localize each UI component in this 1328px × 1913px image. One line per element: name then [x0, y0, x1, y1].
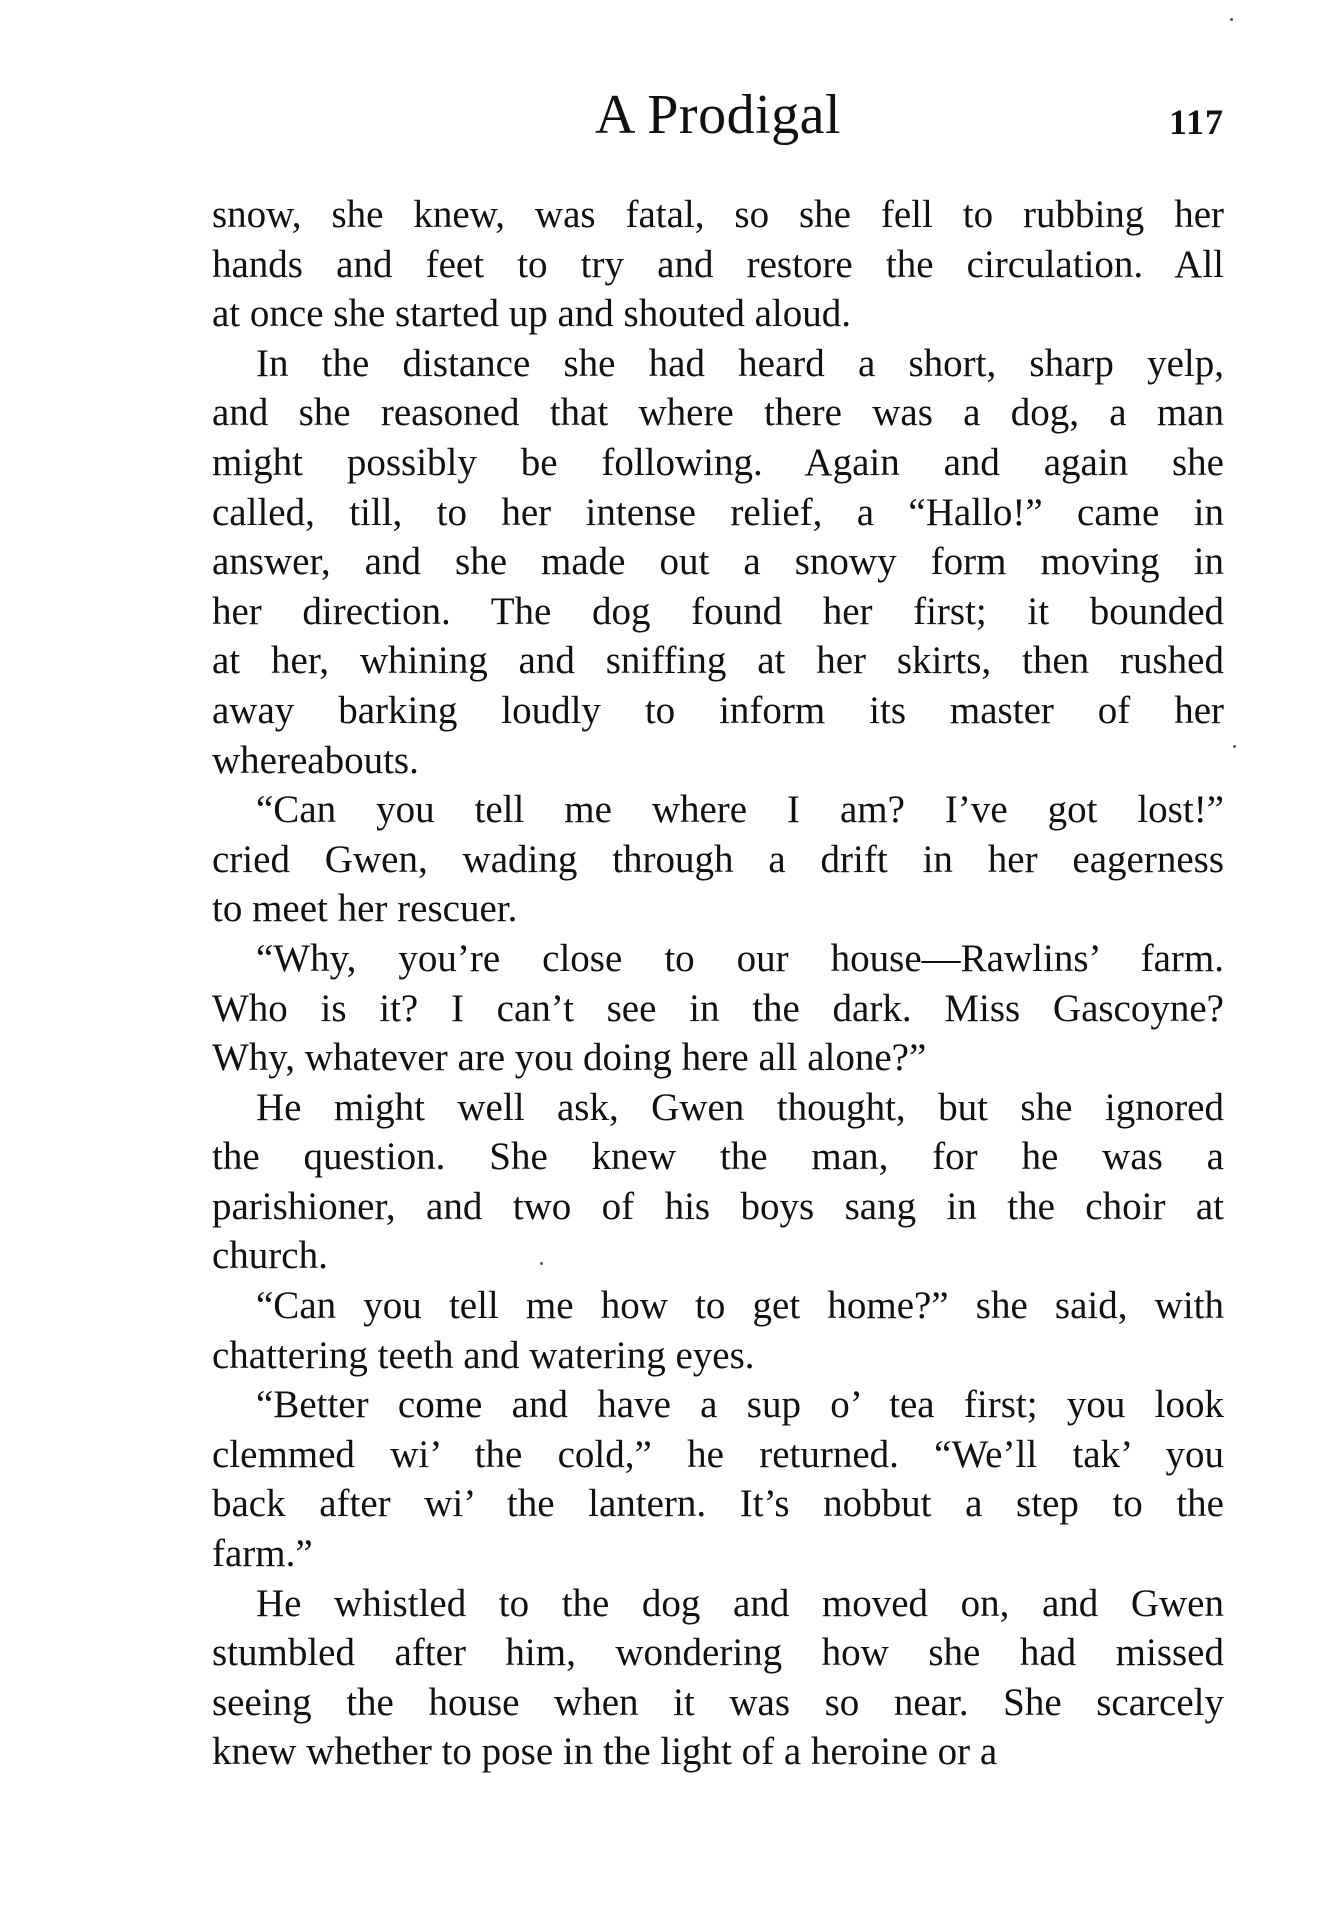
paragraph-first-line: “Why, you’re close to our house—Rawlins’ farm.: [256, 936, 1224, 980]
margin-speck: [1230, 18, 1233, 21]
text-line: and she reasoned that where there was a dog, a man: [212, 391, 1224, 435]
body-text: [212, 190, 1224, 1777]
paragraph-first-line: snow, she knew, was fatal, so she fell to rubbing her: [212, 193, 1224, 236]
text-line: church.: [212, 1234, 328, 1278]
paragraph-first-line: He might well ask, Gwen thought, but she ignored: [256, 1085, 1224, 1129]
text-line: hands and feet to try and restore the circulation. All: [212, 242, 1224, 286]
paragraph-first-line: “Can you tell me how to get home?” she said, with: [256, 1284, 1224, 1328]
text-line: farm.”: [212, 1532, 313, 1576]
text-line: at once she started up and shouted aloud.: [212, 292, 851, 336]
text-line: clemmed wi’ the cold,” he returned. “We’ll tak’ you: [212, 1432, 1224, 1476]
text-line: her direction. The dog found her first; it bounded: [212, 589, 1224, 633]
text-line: knew whether to pose in the light of a heroine or a: [212, 1730, 998, 1774]
text-line: back after wi’ the lantern. It’s nobbut a step to the: [212, 1482, 1224, 1526]
text-line: answer, and she made out a snowy form moving in: [212, 540, 1224, 584]
text-line: seeing the house when it was so near. She scarcely: [212, 1680, 1224, 1724]
text-line: Why, whatever are you doing here all alone?”: [212, 1036, 927, 1080]
text-line: parishioner, and two of his boys sang in the choir at: [212, 1184, 1224, 1228]
paragraph-first-line: “Better come and have a sup o’ tea first; you look: [256, 1383, 1224, 1427]
paragraph-first-line: In the distance she had heard a short, sharp yelp,: [256, 341, 1224, 385]
text-line: called, till, to her intense relief, a “Hallo!” came in: [212, 490, 1224, 534]
text-line: might possibly be following. Again and again she: [212, 440, 1224, 484]
running-head: [212, 82, 1224, 152]
margin-speck: [1233, 745, 1236, 748]
text-line: the question. She knew the man, for he was a: [212, 1135, 1224, 1179]
text-line: cried Gwen, wading through a drift in her eagerness: [212, 837, 1224, 881]
text-line: stumbled after him, wondering how she had missed: [212, 1631, 1224, 1675]
paragraph-first-line: He whistled to the dog and moved on, and Gwen: [256, 1581, 1224, 1625]
running-title: A Prodigal: [594, 84, 842, 146]
page-number: 117: [1168, 102, 1224, 142]
text-line: Who is it? I can’t see in the dark. Miss Gascoyne?: [212, 986, 1224, 1030]
text-line: whereabouts.: [212, 738, 419, 782]
text-line: away barking loudly to inform its master of her: [212, 688, 1224, 732]
text-line: at her, whining and sniffing at her skirts, then rushed: [212, 639, 1224, 683]
text-line: to meet her rescuer.: [212, 887, 518, 931]
paragraph-first-line: “Can you tell me where I am? I’ve got lost!”: [256, 788, 1224, 832]
margin-speck: [540, 1262, 543, 1265]
text-line: chattering teeth and watering eyes.: [212, 1333, 755, 1377]
